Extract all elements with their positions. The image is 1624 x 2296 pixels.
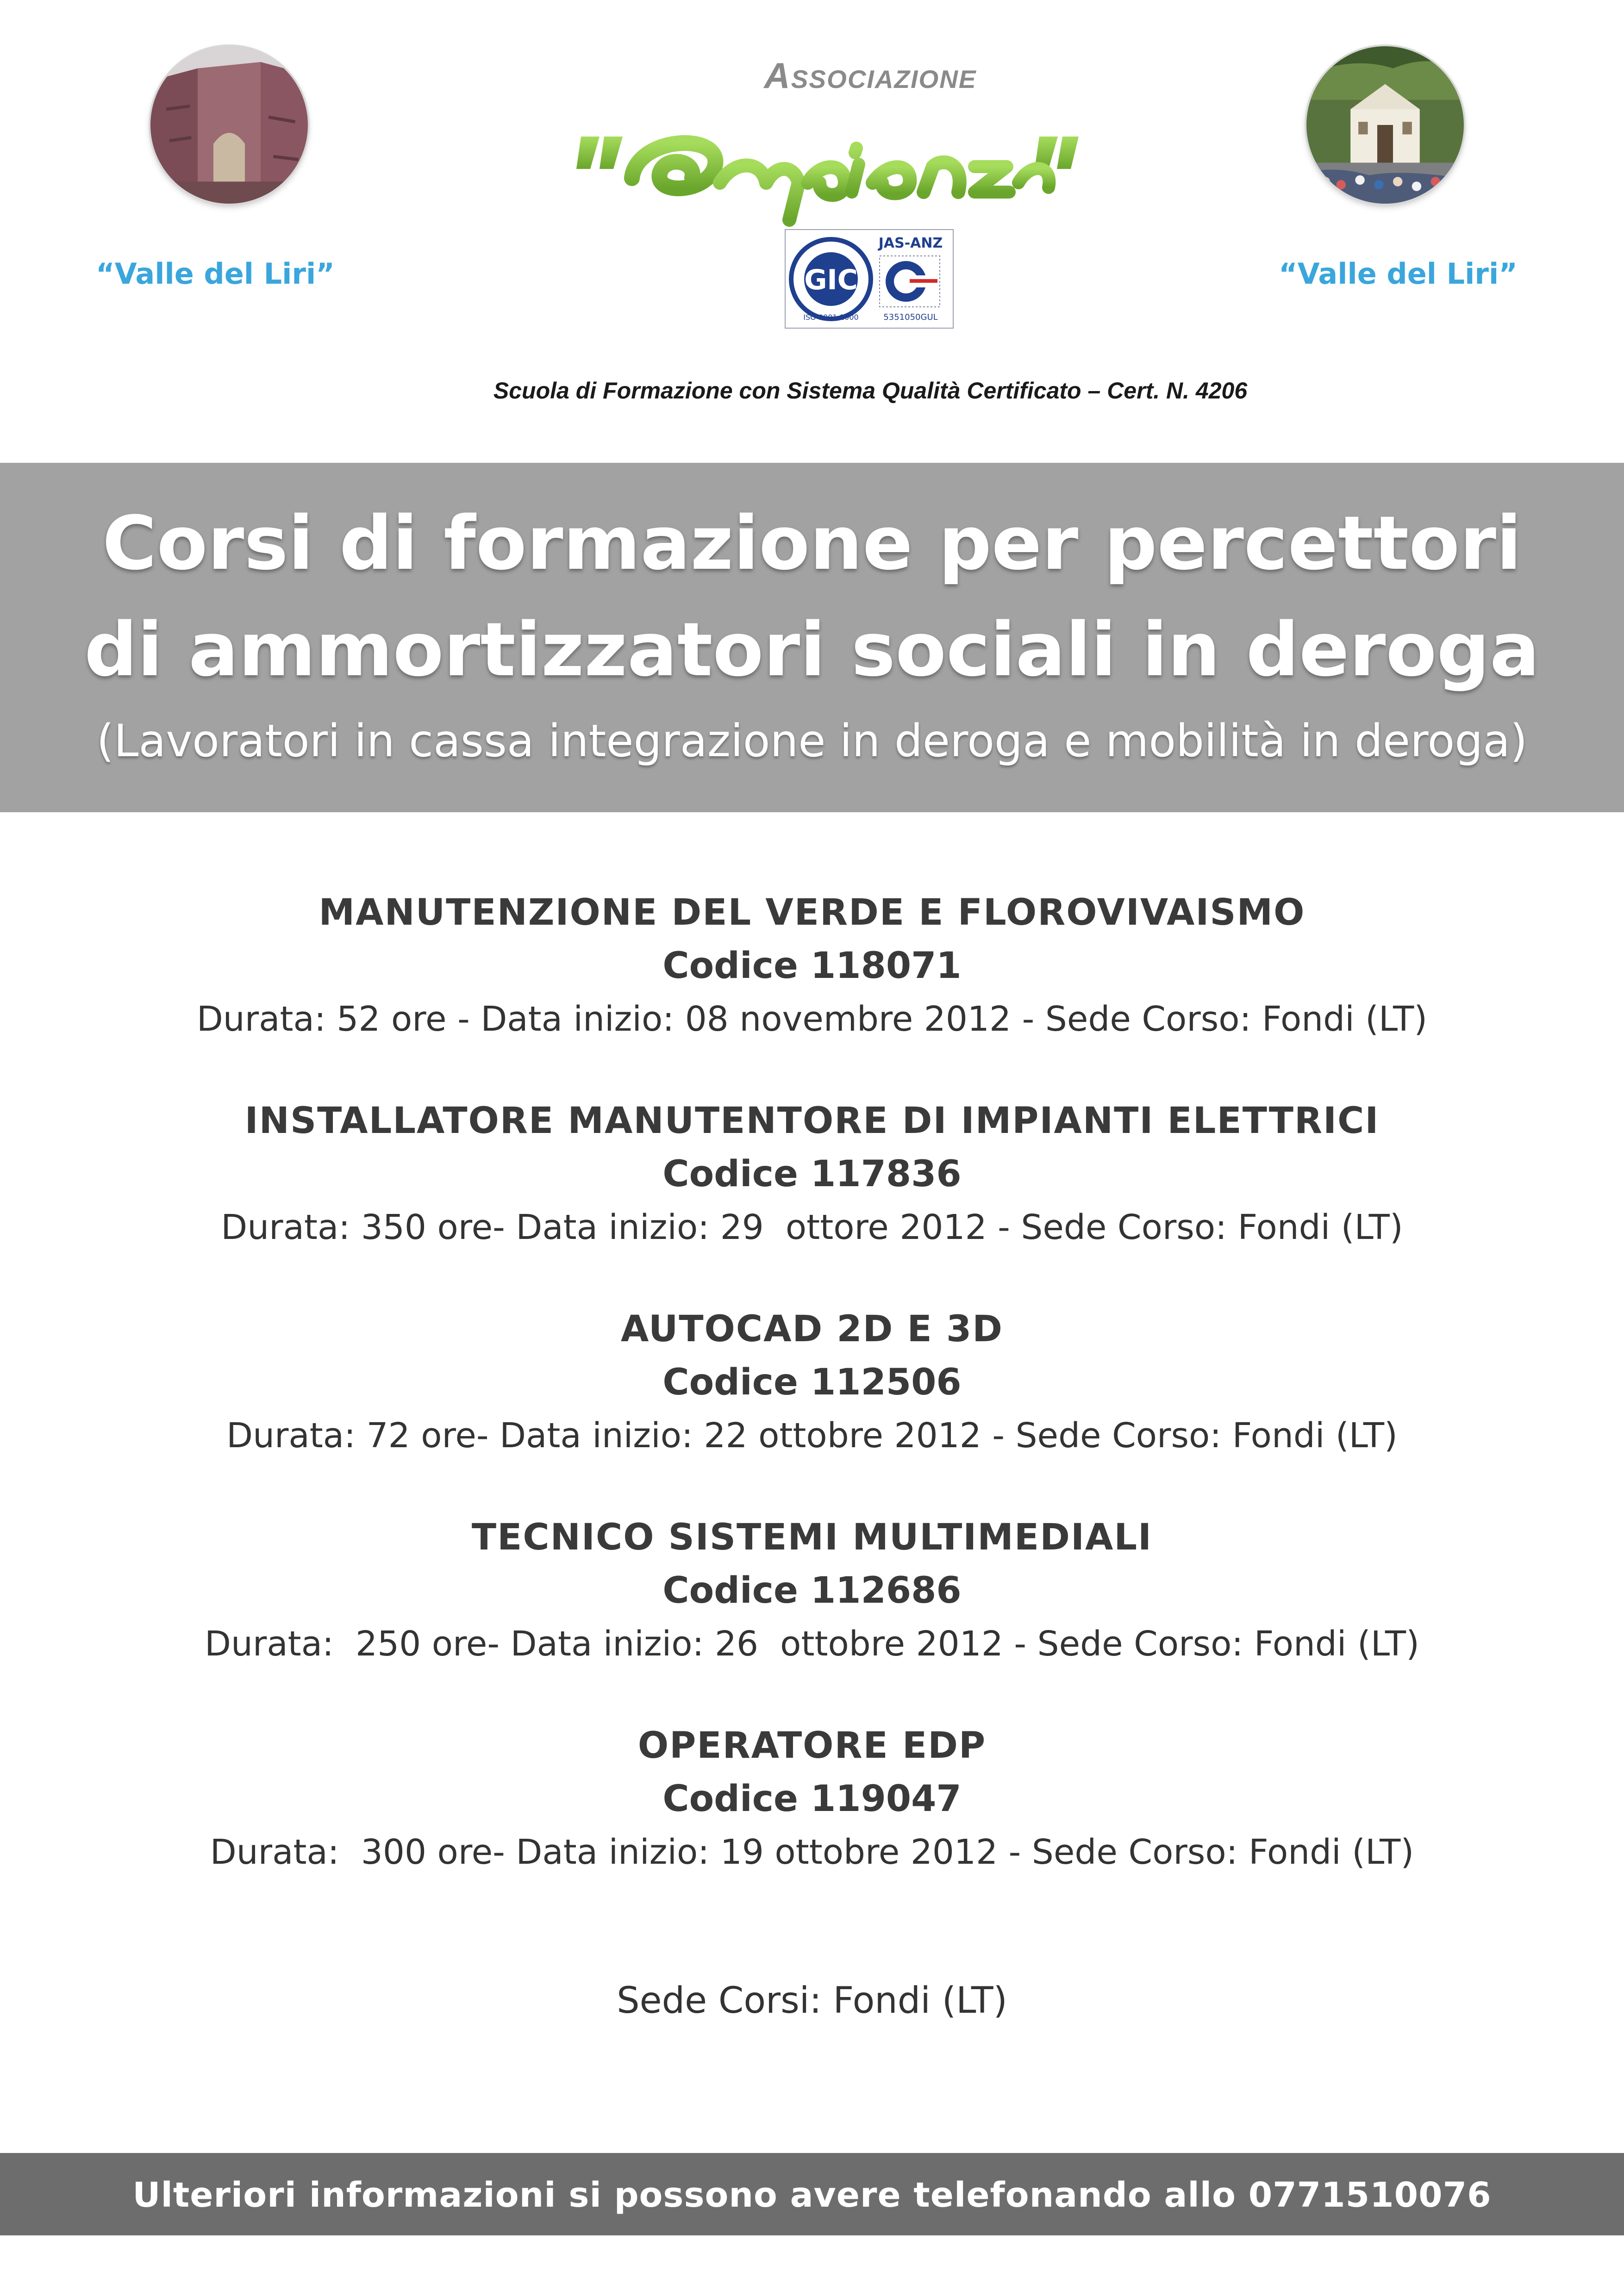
course-item <box>0 1095 1624 1303</box>
course-item <box>0 1303 1624 1511</box>
jas-anz-label: JAS-ANZ <box>878 235 943 251</box>
certification-badge <box>785 229 954 329</box>
right-location-label: “Valle del Liri” <box>1279 257 1518 291</box>
course-item <box>0 886 1624 1095</box>
course-location: Sede Corsi: Fondi (LT) <box>617 1980 1007 2022</box>
course-info: Durata: 300 ore- Data inizio: 19 ottobre 2012 - Sede Corso: Fondi (LT) <box>210 1832 1414 1872</box>
association-label: Associazione <box>764 55 977 96</box>
course-code: Codice 118071 <box>662 945 962 987</box>
course-code: Codice 112686 <box>662 1570 962 1612</box>
banner-subtitle: (Lavoratori in cassa integrazione in deroga e mobilità in deroga) <box>96 715 1528 767</box>
course-info: Durata: 72 ore- Data inizio: 22 ottobre 2012 - Sede Corso: Fondi (LT) <box>226 1416 1398 1456</box>
school-certification-line: Scuola di Formazione con Sistema Qualità Certificato – Cert. N. 4206 <box>493 378 1248 404</box>
course-item <box>0 1719 1624 1928</box>
course-info: Durata: 350 ore- Data inizio: 29 ottore 2012 - Sede Corso: Fondi (LT) <box>221 1207 1403 1247</box>
gic-mark: GIC <box>804 264 858 296</box>
course-name: INSTALLATORE MANUTENTORE DI IMPIANTI ELETTRICI <box>244 1100 1380 1142</box>
course-name: MANUTENZIONE DEL VERDE E FLOROVIVAISMO <box>319 892 1305 933</box>
banner-title-line-2: di ammortizzatori sociali in deroga <box>84 606 1540 693</box>
course-code: Codice 119047 <box>662 1778 962 1820</box>
cert-number-caption: 5351050GUL <box>883 312 938 322</box>
church-photo <box>1306 46 1464 204</box>
course-name: AUTOCAD 2D E 3D <box>621 1308 1003 1350</box>
course-code: Codice 112506 <box>662 1362 962 1403</box>
course-name: OPERATORE EDP <box>637 1725 987 1767</box>
course-item <box>0 1511 1624 1719</box>
course-info: Durata: 250 ore- Data inizio: 26 ottobre 2012 - Sede Corso: Fondi (LT) <box>205 1624 1419 1664</box>
footer-contact-text: Ulteriori informazioni si possono avere telefonando allo 0771510076 <box>132 2175 1492 2215</box>
course-name: TECNICO SISTEMI MULTIMEDIALI <box>471 1517 1153 1558</box>
course-list <box>0 886 1624 1928</box>
stone-archway-photo <box>150 46 308 204</box>
sapienza-logo <box>567 118 1081 238</box>
banner-title-line-1: Corsi di formazione per percettori <box>102 500 1522 586</box>
iso-caption: ISO 9001:2000 <box>803 313 859 322</box>
course-code: Codice 117836 <box>662 1153 962 1195</box>
left-location-label: “Valle del Liri” <box>96 257 335 291</box>
course-info: Durata: 52 ore - Data inizio: 08 novembre 2012 - Sede Corso: Fondi (LT) <box>196 999 1428 1039</box>
